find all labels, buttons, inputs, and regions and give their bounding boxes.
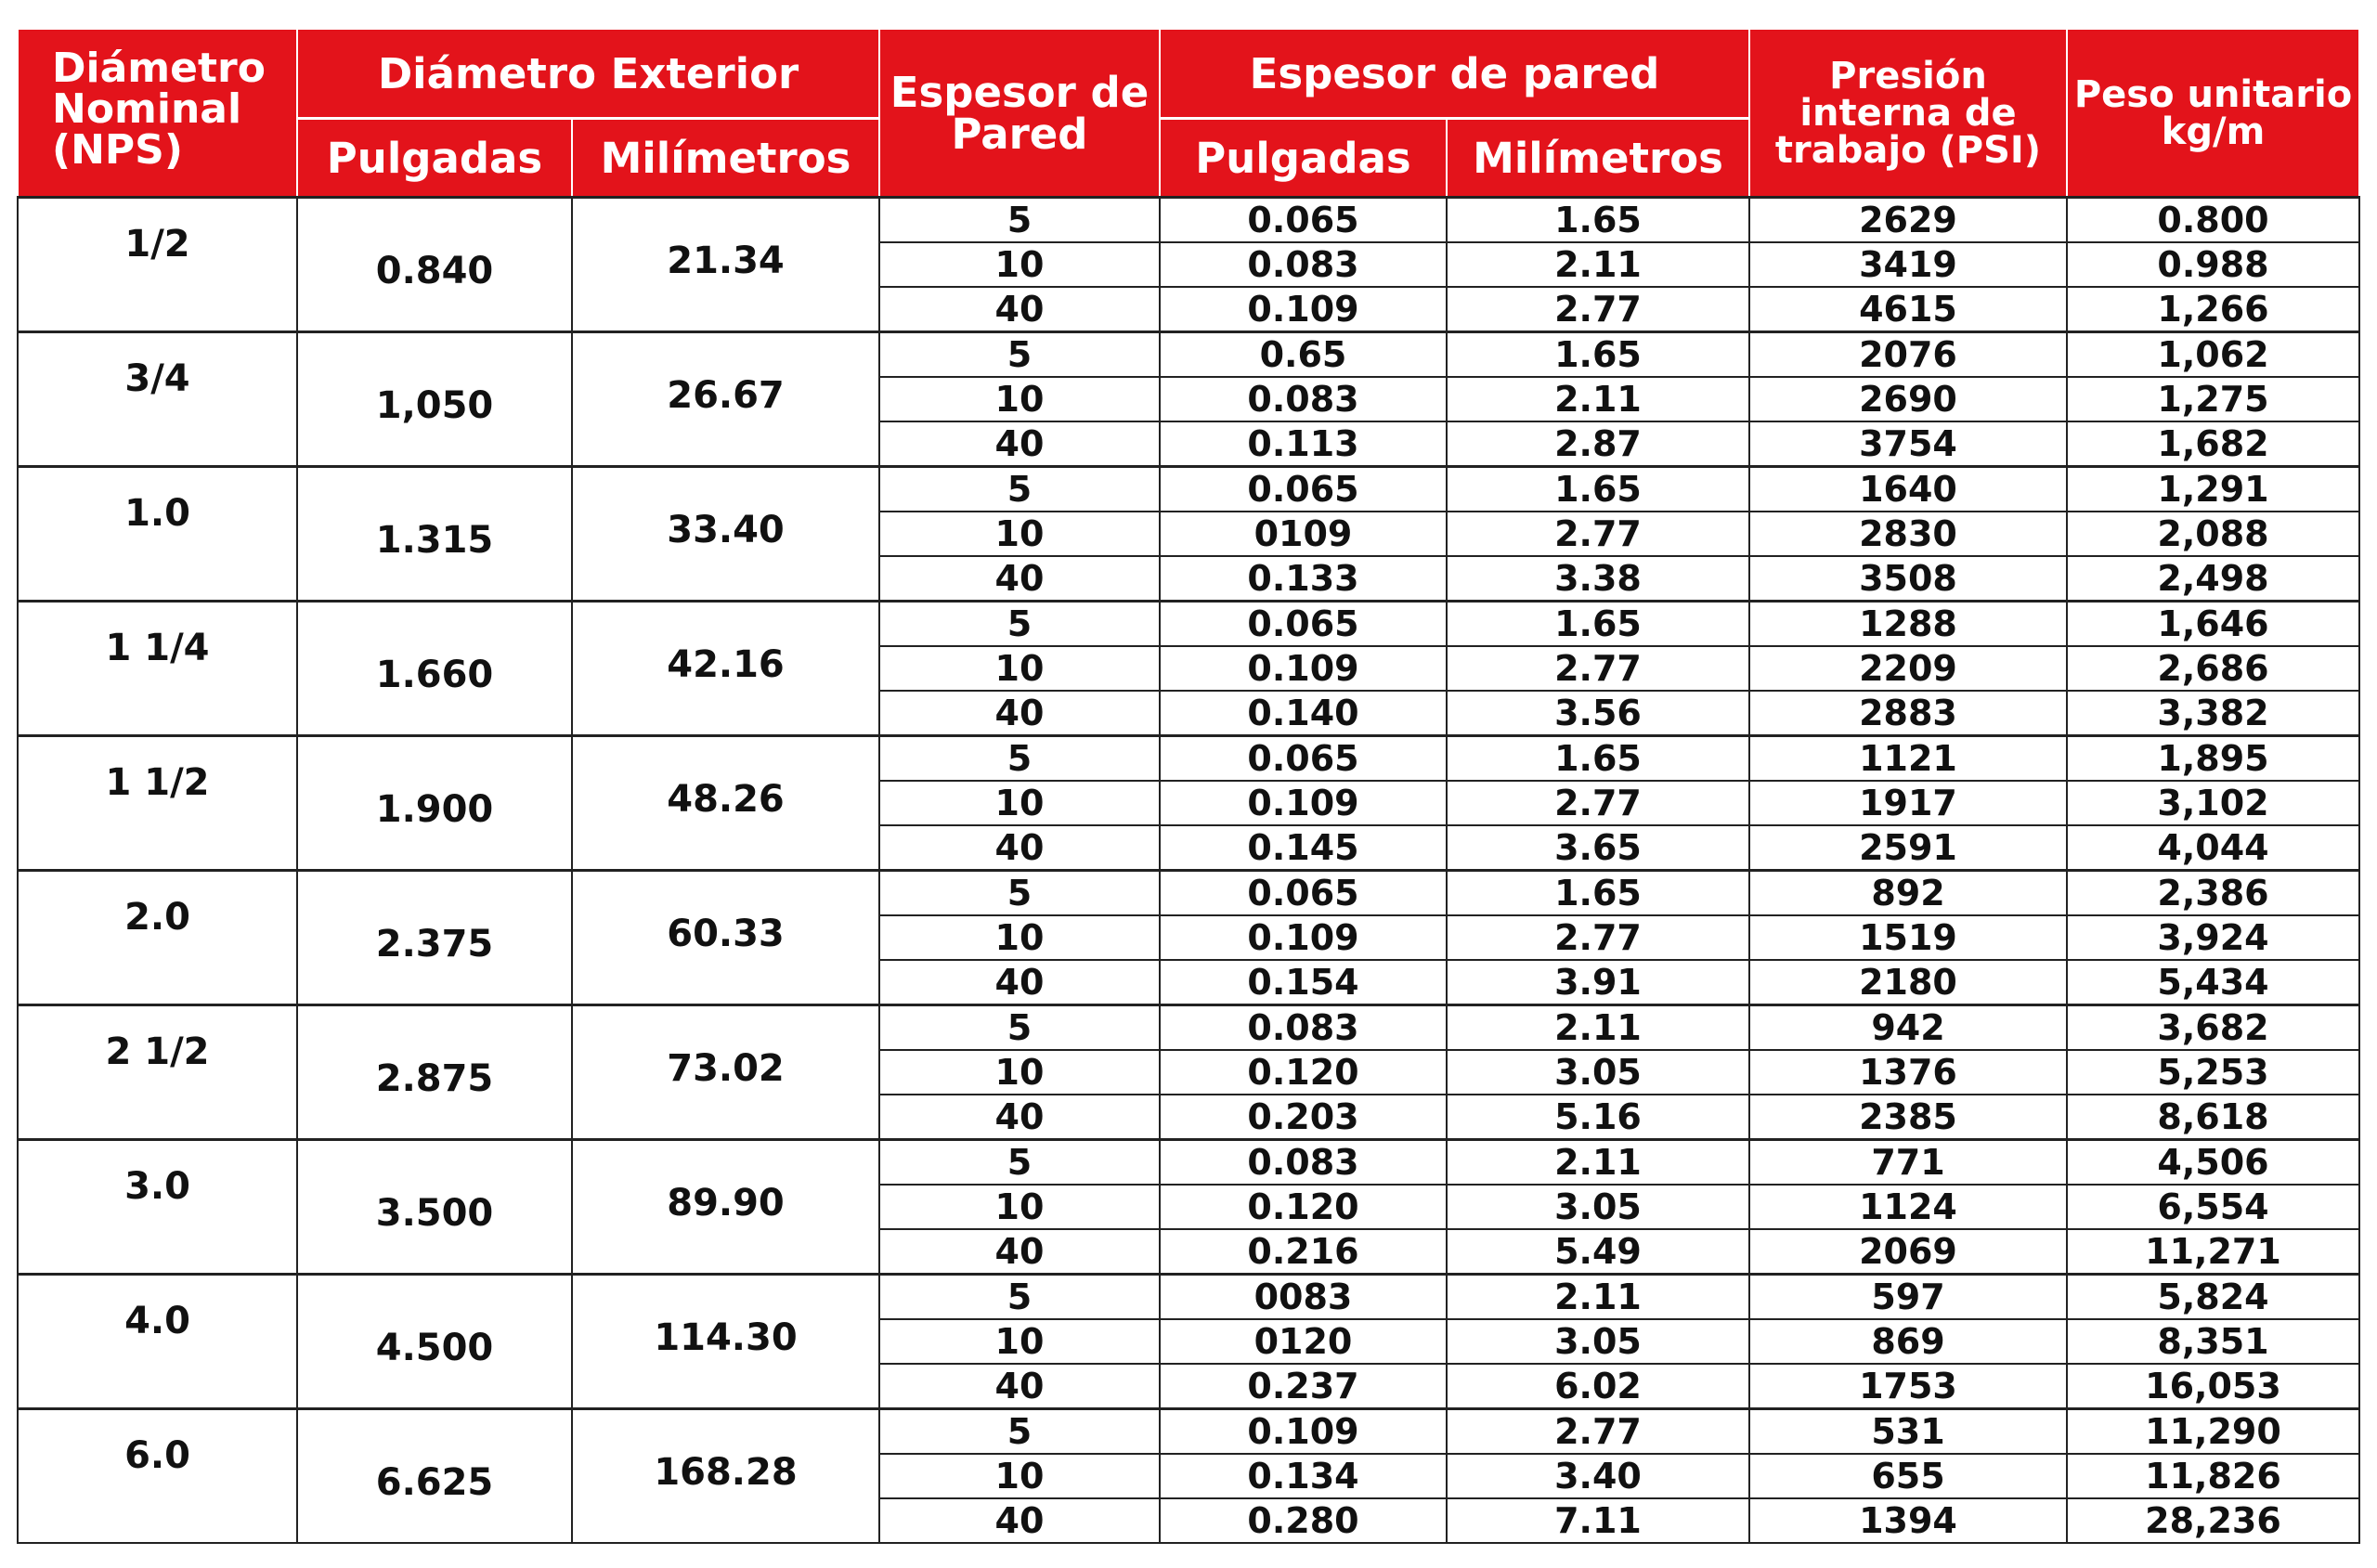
od-mm-cell: 21.34 xyxy=(572,198,879,332)
pressure-cell: 597 xyxy=(1749,1275,2067,1320)
pressure-cell: 3419 xyxy=(1749,242,2067,287)
od-mm-cell: 73.02 xyxy=(572,1005,879,1140)
weight-cell: 1,646 xyxy=(2067,602,2359,647)
od-inches-cell: 2.375 xyxy=(297,871,572,1005)
pressure-cell: 2629 xyxy=(1749,198,2067,243)
wall-mm-cell: 3.65 xyxy=(1447,825,1749,871)
od-mm-cell: 26.67 xyxy=(572,332,879,467)
nps-group xyxy=(18,736,2359,871)
wall-mm-cell: 1.65 xyxy=(1447,198,1749,243)
weight-cell: 2,498 xyxy=(2067,556,2359,602)
pressure-cell: 2690 xyxy=(1749,377,2067,421)
wall-mm-cell: 3.56 xyxy=(1447,691,1749,736)
wall-mm-cell: 1.65 xyxy=(1447,602,1749,647)
table-row xyxy=(18,332,2359,378)
wall-inches-cell: 0.083 xyxy=(1160,242,1447,287)
weight-cell: 3,382 xyxy=(2067,691,2359,736)
schedule-cell: 40 xyxy=(879,1498,1160,1543)
wall-inches-cell: 0083 xyxy=(1160,1275,1447,1320)
schedule-cell: 10 xyxy=(879,1185,1160,1229)
weight-cell: 8,351 xyxy=(2067,1319,2359,1364)
wall-mm-cell: 2.87 xyxy=(1447,421,1749,467)
wall-mm-cell: 2.11 xyxy=(1447,1275,1749,1320)
weight-cell: 4,506 xyxy=(2067,1140,2359,1186)
table-row xyxy=(18,1005,2359,1051)
weight-cell: 5,824 xyxy=(2067,1275,2359,1320)
schedule-cell: 5 xyxy=(879,1140,1160,1186)
nps-cell: 1/2 xyxy=(18,198,297,332)
wall-inches-cell: 0.140 xyxy=(1160,691,1447,736)
nps-group xyxy=(18,1005,2359,1140)
nps-cell: 1 1/2 xyxy=(18,736,297,871)
wall-inches-cell: 0.280 xyxy=(1160,1498,1447,1543)
pressure-cell: 2209 xyxy=(1749,646,2067,691)
wall-mm-cell: 1.65 xyxy=(1447,332,1749,378)
nps-cell: 2.0 xyxy=(18,871,297,1005)
pressure-cell: 892 xyxy=(1749,871,2067,916)
nps-group xyxy=(18,1275,2359,1409)
wall-inches-cell: 0.145 xyxy=(1160,825,1447,871)
schedule-cell: 10 xyxy=(879,242,1160,287)
weight-cell: 1,291 xyxy=(2067,467,2359,512)
weight-cell: 3,682 xyxy=(2067,1005,2359,1051)
od-inches-cell: 2.875 xyxy=(297,1005,572,1140)
header-ep-pulgadas: Pulgadas xyxy=(1160,119,1447,198)
wall-mm-cell: 2.11 xyxy=(1447,1140,1749,1186)
pressure-cell: 1376 xyxy=(1749,1050,2067,1095)
table-row xyxy=(18,467,2359,512)
nps-cell: 1 1/4 xyxy=(18,602,297,736)
pressure-cell: 2883 xyxy=(1749,691,2067,736)
schedule-cell: 40 xyxy=(879,287,1160,332)
pressure-cell: 1917 xyxy=(1749,781,2067,825)
pressure-cell: 1519 xyxy=(1749,915,2067,960)
schedule-cell: 5 xyxy=(879,736,1160,782)
schedule-cell: 10 xyxy=(879,1319,1160,1364)
pressure-cell: 2180 xyxy=(1749,960,2067,1005)
weight-cell: 2,088 xyxy=(2067,512,2359,556)
wall-inches-cell: 0.216 xyxy=(1160,1229,1447,1275)
weight-cell: 1,275 xyxy=(2067,377,2359,421)
od-inches-cell: 6.625 xyxy=(297,1409,572,1544)
table-row xyxy=(18,198,2359,243)
wall-mm-cell: 2.11 xyxy=(1447,377,1749,421)
schedule-cell: 5 xyxy=(879,198,1160,243)
schedule-cell: 10 xyxy=(879,915,1160,960)
nps-group xyxy=(18,1140,2359,1275)
wall-inches-cell: 0.65 xyxy=(1160,332,1447,378)
schedule-cell: 40 xyxy=(879,421,1160,467)
weight-cell: 4,044 xyxy=(2067,825,2359,871)
table-row xyxy=(18,1140,2359,1186)
header-de-pulgadas: Pulgadas xyxy=(297,119,572,198)
wall-mm-cell: 2.77 xyxy=(1447,512,1749,556)
pressure-cell: 942 xyxy=(1749,1005,2067,1051)
weight-cell: 5,434 xyxy=(2067,960,2359,1005)
table-header xyxy=(18,29,2359,198)
pressure-cell: 3508 xyxy=(1749,556,2067,602)
wall-mm-cell: 2.77 xyxy=(1447,287,1749,332)
wall-mm-cell: 5.16 xyxy=(1447,1095,1749,1140)
nps-cell: 4.0 xyxy=(18,1275,297,1409)
wall-mm-cell: 2.11 xyxy=(1447,242,1749,287)
wall-inches-cell: 0109 xyxy=(1160,512,1447,556)
weight-cell: 1,682 xyxy=(2067,421,2359,467)
wall-inches-cell: 0.109 xyxy=(1160,915,1447,960)
od-inches-cell: 3.500 xyxy=(297,1140,572,1275)
wall-inches-cell: 0.154 xyxy=(1160,960,1447,1005)
nps-group xyxy=(18,467,2359,602)
schedule-cell: 40 xyxy=(879,825,1160,871)
table-row xyxy=(18,871,2359,916)
schedule-cell: 5 xyxy=(879,332,1160,378)
schedule-cell: 5 xyxy=(879,1005,1160,1051)
wall-mm-cell: 2.77 xyxy=(1447,646,1749,691)
od-inches-cell: 1,050 xyxy=(297,332,572,467)
wall-mm-cell: 3.05 xyxy=(1447,1319,1749,1364)
wall-inches-cell: 0.134 xyxy=(1160,1454,1447,1498)
schedule-cell: 40 xyxy=(879,960,1160,1005)
wall-mm-cell: 3.05 xyxy=(1447,1050,1749,1095)
pressure-cell: 869 xyxy=(1749,1319,2067,1364)
pressure-cell: 1394 xyxy=(1749,1498,2067,1543)
weight-cell: 5,253 xyxy=(2067,1050,2359,1095)
nps-group xyxy=(18,602,2359,736)
nps-cell: 2 1/2 xyxy=(18,1005,297,1140)
pressure-cell: 1124 xyxy=(1749,1185,2067,1229)
schedule-cell: 5 xyxy=(879,602,1160,647)
wall-mm-cell: 1.65 xyxy=(1447,871,1749,916)
od-mm-cell: 42.16 xyxy=(572,602,879,736)
weight-cell: 11,271 xyxy=(2067,1229,2359,1275)
schedule-cell: 40 xyxy=(879,1229,1160,1275)
weight-cell: 2,386 xyxy=(2067,871,2359,916)
weight-cell: 11,290 xyxy=(2067,1409,2359,1455)
nps-group xyxy=(18,871,2359,1005)
header-de-milimetros: Milímetros xyxy=(572,119,879,198)
wall-inches-cell: 0.065 xyxy=(1160,198,1447,243)
weight-cell: 3,924 xyxy=(2067,915,2359,960)
wall-inches-cell: 0.083 xyxy=(1160,1140,1447,1186)
nps-cell: 3.0 xyxy=(18,1140,297,1275)
schedule-cell: 5 xyxy=(879,1409,1160,1455)
schedule-cell: 10 xyxy=(879,646,1160,691)
schedule-cell: 10 xyxy=(879,1050,1160,1095)
weight-cell: 8,618 xyxy=(2067,1095,2359,1140)
schedule-cell: 5 xyxy=(879,871,1160,916)
od-mm-cell: 114.30 xyxy=(572,1275,879,1409)
header-nps: Diámetro Nominal (NPS) xyxy=(18,29,297,198)
wall-inches-cell: 0.109 xyxy=(1160,287,1447,332)
schedule-cell: 40 xyxy=(879,1364,1160,1409)
wall-inches-cell: 0.237 xyxy=(1160,1364,1447,1409)
wall-mm-cell: 3.40 xyxy=(1447,1454,1749,1498)
od-mm-cell: 48.26 xyxy=(572,736,879,871)
nps-cell: 6.0 xyxy=(18,1409,297,1544)
table-row xyxy=(18,1275,2359,1320)
wall-mm-cell: 2.11 xyxy=(1447,1005,1749,1051)
pipe-spec-table xyxy=(17,28,2360,1544)
weight-cell: 28,236 xyxy=(2067,1498,2359,1543)
pressure-cell: 2830 xyxy=(1749,512,2067,556)
table-row xyxy=(18,736,2359,782)
pressure-cell: 2591 xyxy=(1749,825,2067,871)
pressure-cell: 4615 xyxy=(1749,287,2067,332)
wall-inches-cell: 0.113 xyxy=(1160,421,1447,467)
nps-group xyxy=(18,1409,2359,1544)
pipe-spec-sheet xyxy=(17,28,2358,1544)
wall-inches-cell: 0.065 xyxy=(1160,736,1447,782)
weight-cell: 11,826 xyxy=(2067,1454,2359,1498)
pressure-cell: 655 xyxy=(1749,1454,2067,1498)
pressure-cell: 2069 xyxy=(1749,1229,2067,1275)
od-inches-cell: 0.840 xyxy=(297,198,572,332)
schedule-cell: 5 xyxy=(879,467,1160,512)
pressure-cell: 1121 xyxy=(1749,736,2067,782)
header-diametro-exterior: Diámetro Exterior xyxy=(297,29,879,119)
schedule-cell: 40 xyxy=(879,1095,1160,1140)
weight-cell: 0.988 xyxy=(2067,242,2359,287)
od-inches-cell: 4.500 xyxy=(297,1275,572,1409)
weight-cell: 3,102 xyxy=(2067,781,2359,825)
weight-cell: 1,266 xyxy=(2067,287,2359,332)
od-inches-cell: 1.315 xyxy=(297,467,572,602)
wall-inches-cell: 0.120 xyxy=(1160,1185,1447,1229)
schedule-cell: 5 xyxy=(879,1275,1160,1320)
wall-inches-cell: 0.065 xyxy=(1160,871,1447,916)
weight-cell: 1,895 xyxy=(2067,736,2359,782)
table-row xyxy=(18,1409,2359,1455)
wall-mm-cell: 2.77 xyxy=(1447,915,1749,960)
wall-mm-cell: 3.05 xyxy=(1447,1185,1749,1229)
pressure-cell: 1753 xyxy=(1749,1364,2067,1409)
nps-cell: 1.0 xyxy=(18,467,297,602)
wall-inches-cell: 0.065 xyxy=(1160,467,1447,512)
od-mm-cell: 33.40 xyxy=(572,467,879,602)
od-inches-cell: 1.660 xyxy=(297,602,572,736)
wall-mm-cell: 1.65 xyxy=(1447,467,1749,512)
pressure-cell: 1640 xyxy=(1749,467,2067,512)
schedule-cell: 10 xyxy=(879,1454,1160,1498)
table-row xyxy=(18,602,2359,647)
pressure-cell: 2385 xyxy=(1749,1095,2067,1140)
od-mm-cell: 168.28 xyxy=(572,1409,879,1544)
header-espesor-de-pared: Espesor de pared xyxy=(1160,29,1749,119)
wall-mm-cell: 1.65 xyxy=(1447,736,1749,782)
header-peso: Peso unitario kg/m xyxy=(2067,29,2359,198)
wall-mm-cell: 6.02 xyxy=(1447,1364,1749,1409)
wall-inches-cell: 0.109 xyxy=(1160,1409,1447,1455)
weight-cell: 1,062 xyxy=(2067,332,2359,378)
weight-cell: 6,554 xyxy=(2067,1185,2359,1229)
wall-mm-cell: 5.49 xyxy=(1447,1229,1749,1275)
wall-inches-cell: 0.083 xyxy=(1160,377,1447,421)
schedule-cell: 40 xyxy=(879,691,1160,736)
wall-mm-cell: 7.11 xyxy=(1447,1498,1749,1543)
wall-mm-cell: 2.77 xyxy=(1447,1409,1749,1455)
od-mm-cell: 60.33 xyxy=(572,871,879,1005)
schedule-cell: 10 xyxy=(879,512,1160,556)
weight-cell: 16,053 xyxy=(2067,1364,2359,1409)
wall-inches-cell: 0.133 xyxy=(1160,556,1447,602)
wall-mm-cell: 3.91 xyxy=(1447,960,1749,1005)
wall-mm-cell: 2.77 xyxy=(1447,781,1749,825)
pressure-cell: 771 xyxy=(1749,1140,2067,1186)
wall-inches-cell: 0.120 xyxy=(1160,1050,1447,1095)
schedule-cell: 10 xyxy=(879,781,1160,825)
pressure-cell: 2076 xyxy=(1749,332,2067,378)
header-presion: Presión interna de trabajo (PSI) xyxy=(1749,29,2067,198)
wall-inches-cell: 0120 xyxy=(1160,1319,1447,1364)
od-inches-cell: 1.900 xyxy=(297,736,572,871)
pressure-cell: 1288 xyxy=(1749,602,2067,647)
header-espesor-sch: Espesor de Pared xyxy=(879,29,1160,198)
schedule-cell: 10 xyxy=(879,377,1160,421)
wall-inches-cell: 0.083 xyxy=(1160,1005,1447,1051)
weight-cell: 0.800 xyxy=(2067,198,2359,243)
wall-inches-cell: 0.109 xyxy=(1160,646,1447,691)
wall-inches-cell: 0.203 xyxy=(1160,1095,1447,1140)
wall-inches-cell: 0.065 xyxy=(1160,602,1447,647)
nps-group xyxy=(18,198,2359,332)
weight-cell: 2,686 xyxy=(2067,646,2359,691)
header-ep-milimetros: Milímetros xyxy=(1447,119,1749,198)
od-mm-cell: 89.90 xyxy=(572,1140,879,1275)
wall-mm-cell: 3.38 xyxy=(1447,556,1749,602)
pressure-cell: 531 xyxy=(1749,1409,2067,1455)
schedule-cell: 40 xyxy=(879,556,1160,602)
nps-cell: 3/4 xyxy=(18,332,297,467)
wall-inches-cell: 0.109 xyxy=(1160,781,1447,825)
nps-group xyxy=(18,332,2359,467)
pressure-cell: 3754 xyxy=(1749,421,2067,467)
